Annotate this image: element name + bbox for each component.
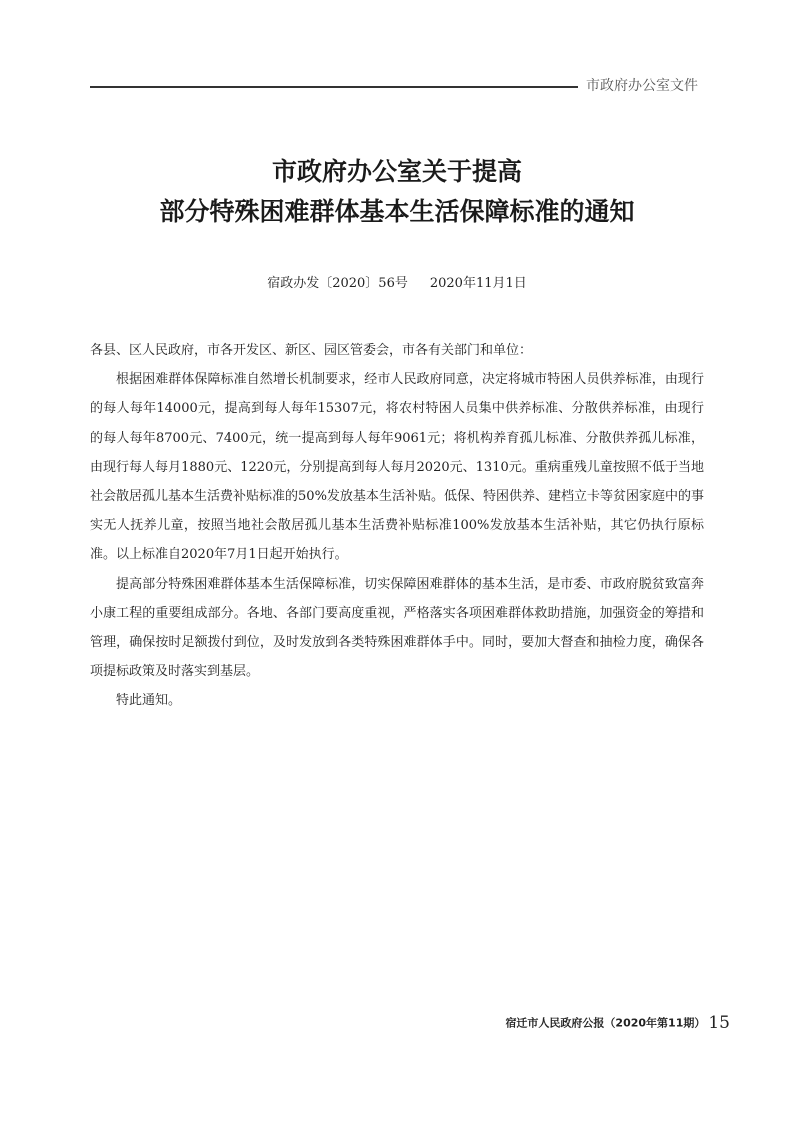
header-label: 市政府办公室文件 [586,78,698,94]
page-footer [440,1012,730,1033]
document-date: 2020年11月1日 [429,276,527,291]
publication-name: 宿迁市人民政府公报（2020年第11期） [505,1016,706,1030]
paragraph-1: 根据困难群体保障标准自然增长机制要求，经市人民政府同意，决定将城市特困人员供养标准，由现行的每人每年14000元，提高到每人每年15307元，将农村特困人员集中供养标准、分散供养标准，由现行的每人每年8700元、7400元，统一提高到每人每年9061元；将机构养育孤儿标准、分散供养孤儿标准，由现行每人每月1880元、1220元，分别提高到每人每月2020元、1310元。重病重残儿童按照不低于当地社会散居孤儿基本生活费补贴标准的50%发放基本生活补贴。低保、特困供养、建档立卡等贫困家庭中的事实无人抚养儿童，按照当地社会散居孤儿基本生活费补贴标准100%发放基本生活补贴，其它仍执行原标准。以上标准自2020年7月1日起开始执行。 [90,372,704,563]
title-line-2: 部分特殊困难群体基本生活保障标准的通知 [159,197,635,226]
document-body [90,336,704,716]
document-title [90,152,704,232]
closing: 特此通知。 [116,693,182,709]
title-line-1: 市政府办公室关于提高 [271,157,522,186]
page-number: 15 [708,1012,730,1033]
document-number: 宿政办发〔2020〕56号 [267,276,408,291]
paragraph-2: 提高部分特殊困难群体基本生活保障标准，切实保障困难群体的基本生活，是市委、市政府脱贫致富奔小康工程的重要组成部分。各地、各部门要高度重视，严格落实各项困难群体救助措施，加强资金的筹措和管理，确保按时足额拨付到位，及时发放到各类特殊困难群体手中。同时，要加大督查和抽检力度，确保各项提标政策及时落实到基层。 [90,576,704,680]
header-rule [90,86,578,88]
document-number-line [90,274,704,294]
salutation: 各县、区人民政府，市各开发区、新区、园区管委会，市各有关部门和单位： [90,343,533,358]
